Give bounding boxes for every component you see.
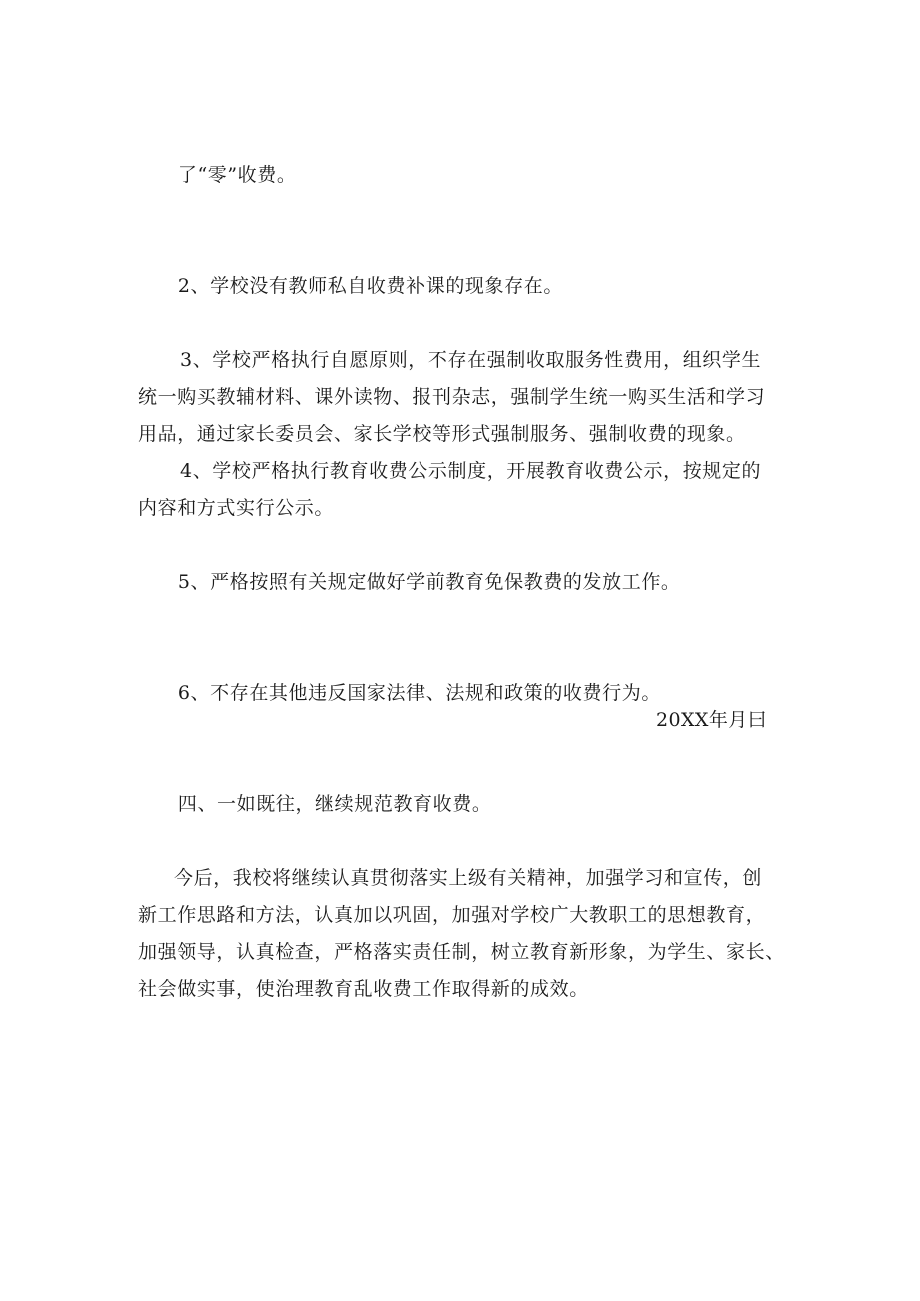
text-line: 3、学校严格执行自愿原则，不存在强制收取服务性费用，组织学生 [180, 349, 762, 371]
text-line: 社会做实事，使治理教育乱收费工作取得新的成效。 [138, 978, 589, 1000]
text-line: 6、不存在其他违反国家法律、法规和政策的收费行为。 [177, 682, 661, 704]
text-line: 用品，通过家长委员会、家长学校等形式强制服务、强制收费的现象。 [138, 423, 746, 445]
date-line: 20XX年月曰 [656, 709, 768, 731]
paragraph-item-4 [138, 453, 786, 527]
paragraph-item-3 [138, 342, 786, 453]
text-line: 了“零”收费。 [177, 164, 297, 186]
text-line: 加强领导，认真检查，严格落实责任制，树立教育新形象，为学生、家长、 [138, 941, 785, 963]
text-line: 4、学校严格执行教育收费公示制度，开展教育收费公示，按规定的 [180, 460, 762, 482]
paragraph-closing [138, 860, 786, 1008]
text-line: 今后，我校将继续认真贯彻落实上级有关精神，加强学习和宣传，创 [174, 867, 763, 889]
text-line: 新工作思路和方法，认真加以巩固，加强对学校广大教职工的思想教育， [138, 904, 766, 926]
document-body [138, 120, 786, 1008]
section-heading-4 [138, 749, 786, 860]
paragraph-item-5 [138, 527, 786, 638]
text-line: 内容和方式实行公示。 [138, 497, 335, 519]
text-line: 5、严格按照有关规定做好学前教育免保教费的发放工作。 [177, 571, 681, 593]
paragraph-item-2 [138, 231, 786, 342]
text-line: 四、一如既往，继续规范教育收费。 [177, 793, 492, 815]
text-line: 统一购买教辅材料、课外读物、报刊杂志，强制学生统一购买生活和学习 [138, 386, 766, 408]
paragraph-continuation [138, 120, 786, 231]
text-line: 2、学校没有教师私自收费补课的现象存在。 [177, 275, 563, 297]
